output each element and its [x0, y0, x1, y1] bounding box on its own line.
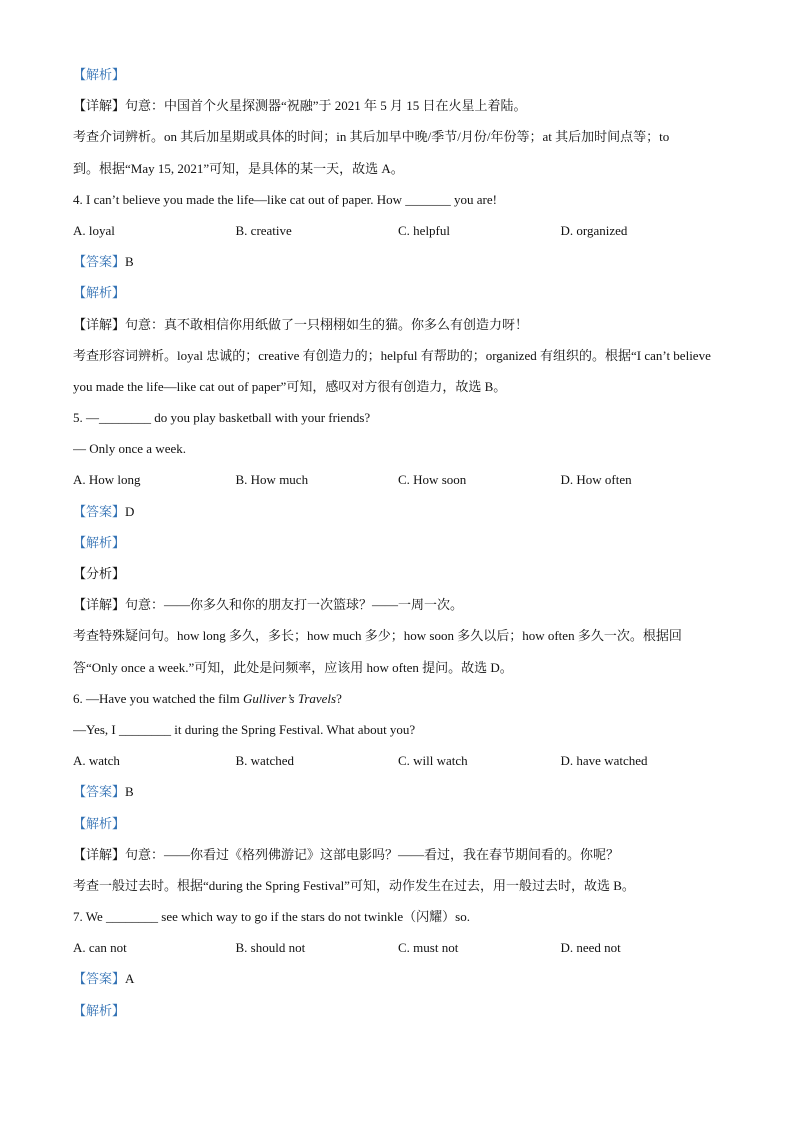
- option-c: C. How soon: [398, 472, 467, 488]
- detail-text: 考查介词辨析。on 其后加星期或具体的时间；in 其后加早中晚/季节/月份/年份等；at 其后加时间点等；to: [73, 129, 670, 145]
- option-a: A. How long: [73, 472, 141, 488]
- document-page: [73, 66, 723, 1033]
- option-c: C. helpful: [398, 222, 450, 238]
- option-c: C. must not: [398, 940, 459, 956]
- options-row: [73, 752, 723, 783]
- option-d: D. organized: [560, 222, 628, 238]
- analysis-tag: 【解析】: [73, 285, 126, 301]
- detail-text: 考查形容词辨析。loyal 忠诚的；creative 有创造力的；helpful 有帮助的；organized 有组织的。根据“I can’t believe: [73, 347, 711, 363]
- detail-text: 考查特殊疑问句。how long 多久，多长；how much 多少；how soon 多久以后；how often 多久一次。根据回: [73, 628, 682, 644]
- answer-line: [73, 503, 723, 534]
- question-stem: 7. We ________ see which way to go if the stars do not twinkle（闪耀）so.: [73, 909, 470, 925]
- stem-suffix: ?: [336, 690, 342, 706]
- detail-text: 【详解】句意：——你看过《格列佛游记》这部电影吗？——看过，我在春节期间看的。你呢？: [73, 846, 620, 862]
- question-reply: —Yes, I ________ it during the Spring Festival. What about you?: [73, 721, 416, 737]
- options-row: [73, 471, 723, 502]
- option-b: B. should not: [235, 940, 306, 956]
- analysis-tag: 【解析】: [73, 67, 126, 82]
- option-a: A. watch: [73, 753, 120, 769]
- detail-text: 考查一般过去时。根据“during the Spring Festival”可知，动作发生在过去，用一般过去时，故选 B。: [73, 877, 635, 893]
- option-c: C. will watch: [398, 753, 468, 769]
- options-row: [73, 939, 723, 970]
- stem-prefix: 6. —Have you watched the film: [73, 690, 244, 706]
- option-a: A. loyal: [73, 222, 115, 238]
- analysis-tag: 【解析】: [73, 534, 126, 550]
- detail-text: 【详解】句意：中国首个火星探测器“祝融”于 2021 年 5 月 15 日在火星上着陆。: [73, 98, 527, 114]
- option-d: D. How often: [560, 472, 632, 488]
- detail-text: 【详解】句意：——你多久和你的朋友打一次篮球？——一周一次。: [73, 597, 464, 613]
- analysis-tag: 【解析】: [73, 1002, 126, 1018]
- answer-tag: 【答案】: [73, 503, 126, 519]
- analysis-tag: 【解析】: [73, 815, 126, 831]
- answer-tag: 【答案】: [73, 784, 126, 800]
- question-stem: 5. —________ do you play basketball with your friends?: [73, 410, 371, 426]
- option-a: A. can not: [73, 940, 127, 956]
- detail-text: 【详解】句意：真不敢相信你用纸做了一只栩栩如生的猫。你多么有创造力呀！: [73, 316, 529, 332]
- detail-text: you made the life—like cat out of paper”可知，感叹对方很有创造力，故选 B。: [73, 378, 507, 394]
- option-d: D. need not: [560, 940, 621, 956]
- film-title: Gulliver’s Travels: [243, 690, 337, 706]
- answer-value: D: [125, 503, 135, 519]
- answer-value: B: [125, 784, 134, 800]
- question-stem: [73, 690, 723, 721]
- options-row: [73, 222, 723, 253]
- option-b: B. creative: [235, 222, 292, 238]
- option-d: D. have watched: [560, 753, 648, 769]
- answer-value: A: [125, 971, 135, 987]
- answer-tag: 【答案】: [73, 971, 126, 987]
- option-b: B. How much: [235, 472, 309, 488]
- question-stem: 4. I can’t believe you made the life—like cat out of paper. How _______ you are!: [73, 191, 497, 207]
- answer-value: B: [125, 254, 134, 270]
- answer-line: [73, 970, 723, 1001]
- option-b: B. watched: [235, 753, 294, 769]
- question-reply: — Only once a week.: [73, 441, 186, 457]
- fenxi-tag: 【分析】: [73, 566, 126, 581]
- answer-tag: 【答案】: [73, 254, 126, 270]
- detail-text: 答“Only once a week.”可知，此处是问频率，应该用 how often 提问。故选 D。: [73, 659, 513, 675]
- answer-line: [73, 253, 723, 284]
- detail-text: 到。根据“May 15, 2021”可知，是具体的某一天，故选 A。: [73, 160, 404, 176]
- answer-line: [73, 783, 723, 814]
